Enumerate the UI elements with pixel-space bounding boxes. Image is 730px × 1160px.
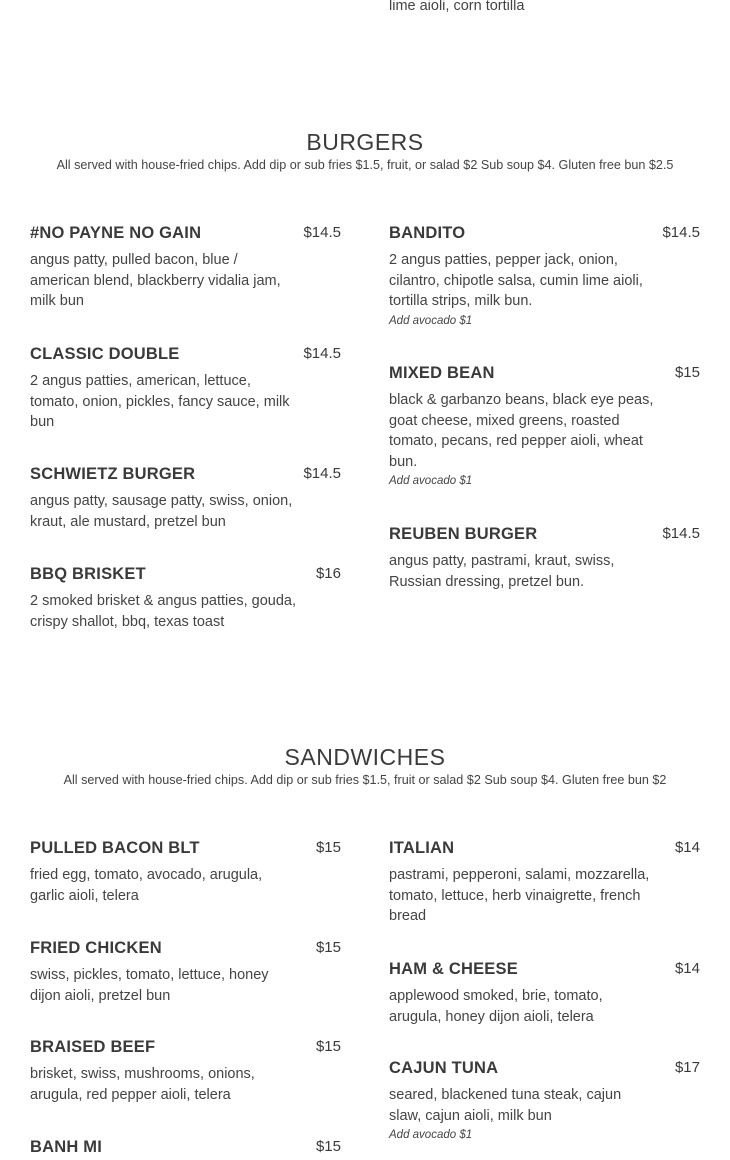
item-name: FRIED CHICKEN bbox=[30, 939, 162, 957]
item-description: 2 angus patties, pepper jack, onion, cilantro, chipotle salsa, cumin lime aioli, tortilla strips, milk bun. bbox=[389, 252, 643, 310]
item-price: $15 bbox=[315, 839, 341, 856]
previous-item-description-fragment: lime aioli, corn tortilla bbox=[389, 0, 525, 14]
item-description: swiss, pickles, tomato, lettuce, honey dijon aioli, pretzel bun bbox=[30, 967, 269, 1004]
item-name: BBQ BRISKET bbox=[30, 565, 146, 583]
item-name: BANDITO bbox=[389, 224, 466, 242]
item-name: REUBEN BURGER bbox=[389, 525, 538, 543]
item-name: BANH MI bbox=[30, 1138, 102, 1156]
item-name: CAJUN TUNA bbox=[389, 1059, 499, 1077]
item-description: brisket, swiss, mushrooms, onions, arugula, red pepper aioli, telera bbox=[30, 1066, 255, 1103]
item-description: 2 angus patties, american, lettuce, tomato, onion, pickles, fancy sauce, milk bun bbox=[30, 373, 290, 431]
item-name: CLASSIC DOUBLE bbox=[30, 345, 180, 363]
section-subtitle-burgers: All served with house-fried chips. Add dip or sub fries $1.5, fruit, or salad $2 Sub soup $4. Gluten free bun $2.5 bbox=[56, 158, 674, 172]
item-name: #NO PAYNE NO GAIN bbox=[30, 224, 202, 242]
item-description: pastrami, pepperoni, salami, mozzarella, tomato, lettuce, herb vinaigrette, french bread bbox=[389, 867, 650, 925]
item-description: applewood smoked, brie, tomato, arugula, honey dijon aioli, telera bbox=[389, 988, 603, 1025]
item-price: $17 bbox=[674, 1059, 700, 1076]
item-note: Add avocado $1 bbox=[389, 315, 473, 327]
item-name: PULLED BACON BLT bbox=[30, 839, 200, 857]
item-description: angus patty, sausage patty, swiss, onion, kraut, ale mustard, pretzel bun bbox=[30, 493, 293, 530]
item-price: $14.5 bbox=[303, 465, 341, 482]
item-price: $14.5 bbox=[662, 525, 700, 542]
item-description: fried egg, tomato, avocado, arugula, garlic aioli, telera bbox=[30, 867, 263, 904]
item-name: MIXED BEAN bbox=[389, 364, 495, 382]
section-subtitle-sandwiches: All served with house-fried chips. Add dip or sub fries $1.5, fruit or salad $2 Sub soup $4. Gluten free bun $2 bbox=[63, 773, 667, 787]
item-price: $14 bbox=[674, 839, 700, 856]
item-name: ITALIAN bbox=[389, 839, 455, 857]
item-price: $15 bbox=[315, 1138, 341, 1155]
item-price: $15 bbox=[315, 939, 341, 956]
item-price: $16 bbox=[315, 565, 341, 582]
item-description: black & garbanzo beans, black eye peas, goat cheese, mixed greens, roasted tomato, pecans, red pepper aioli, wheat bun. bbox=[389, 392, 654, 471]
item-price: $14.5 bbox=[662, 224, 700, 241]
section-title-burgers: BURGERS bbox=[306, 129, 424, 155]
item-note: Add avocado $1 bbox=[389, 475, 473, 487]
item-description: seared, blackened tuna steak, cajun slaw, cajun aioli, milk bun bbox=[389, 1087, 622, 1124]
item-name: SCHWIETZ BURGER bbox=[30, 465, 196, 483]
item-price: $15 bbox=[315, 1038, 341, 1055]
item-description: angus patty, pastrami, kraut, swiss, Russian dressing, pretzel bun. bbox=[389, 553, 615, 590]
item-price: $14.5 bbox=[303, 224, 341, 241]
item-description: 2 smoked brisket & angus patties, gouda, crispy shallot, bbq, texas toast bbox=[30, 593, 296, 630]
item-name: BRAISED BEEF bbox=[30, 1038, 156, 1056]
item-description: angus patty, pulled bacon, blue / american blend, blackberry vidalia jam, milk bun bbox=[30, 252, 281, 310]
item-price: $15 bbox=[674, 364, 700, 381]
item-name: HAM & CHEESE bbox=[389, 960, 518, 978]
item-price: $14 bbox=[674, 960, 700, 977]
item-price: $14.5 bbox=[303, 345, 341, 362]
item-note: Add avocado $1 bbox=[389, 1129, 473, 1141]
section-title-sandwiches: SANDWICHES bbox=[284, 744, 446, 770]
